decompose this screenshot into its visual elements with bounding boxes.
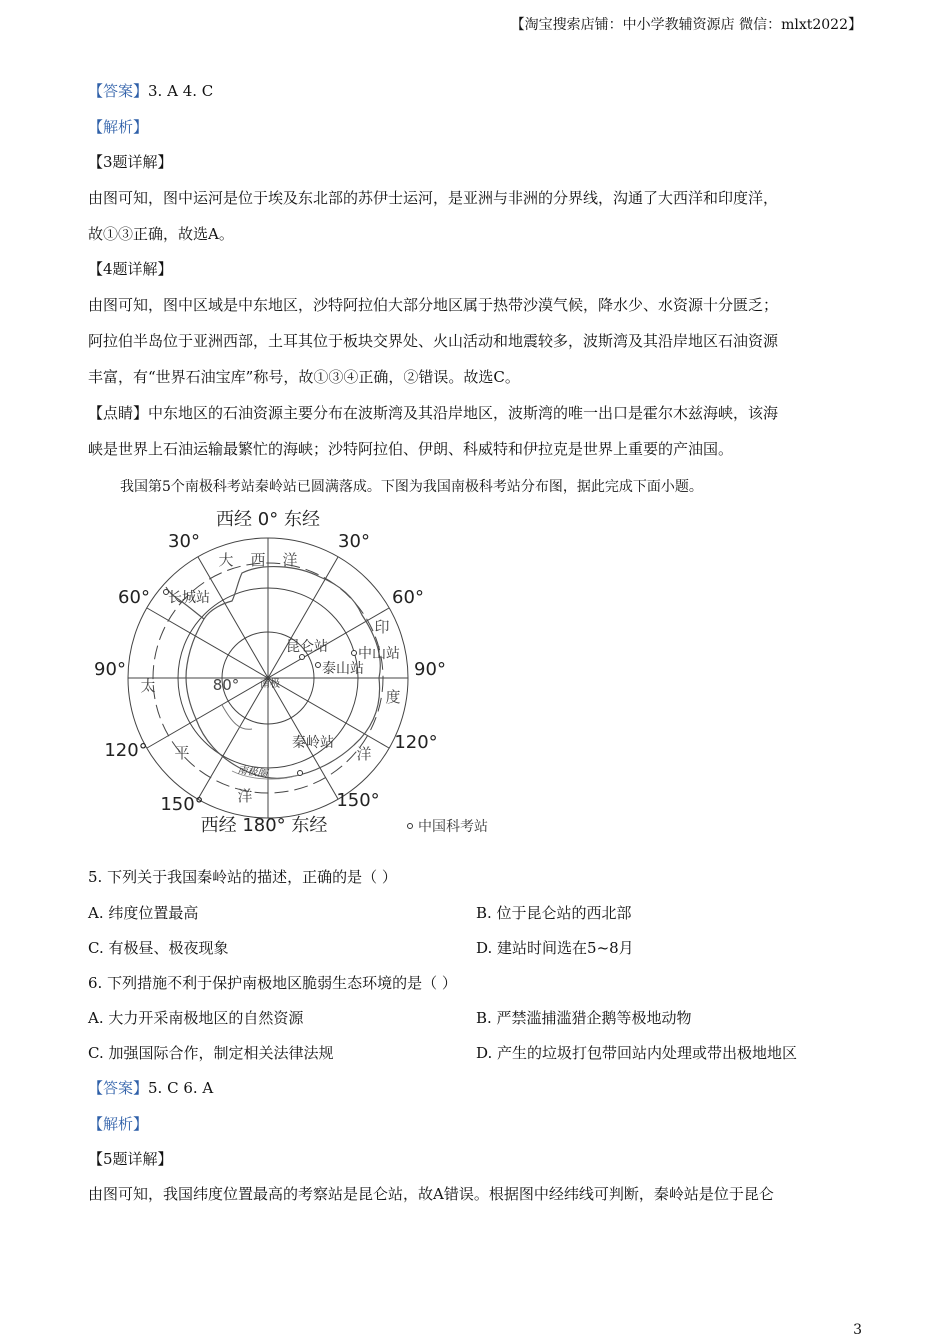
q5-option-d: D. 建站时间选在5~8月 (476, 939, 634, 957)
legend-label: 中国科考站 (418, 819, 488, 835)
analysis-tag-2: 【解析】 (88, 1115, 149, 1133)
point-line-2: 峡是世界上石油运输最繁忙的海峡；沙特阿拉伯、伊朗、科威特和伊拉克是世界上重要的产油国。 (88, 440, 734, 458)
q4-tag: 【4题详解】 (88, 260, 173, 278)
q5-option-a: A. 纬度位置最高 (88, 904, 199, 922)
ocean-indian-2: 度 (385, 688, 401, 706)
south-pole-label: 南极 (260, 679, 280, 690)
header-note: 【淘宝搜索店铺：中小学教辅资源店 微信：mlxt2022】 (510, 17, 862, 33)
legend-marker (408, 824, 413, 829)
q5-line-1: 由图可知，我国纬度位置最高的考察站是昆仑站，故A错误。根据图中经纬线可判断，秦岭站是位于昆仑 (88, 1185, 774, 1203)
top-longitude-label: 西经 0° 东经 (216, 509, 320, 530)
station-kunlun-label: 昆仑站 (286, 639, 328, 655)
antarctic-station-map (92, 505, 512, 845)
lon-120-right: 120° (394, 732, 438, 753)
ocean-pacific-2: 平 (174, 744, 190, 762)
q6-option-d: D. 产生的垃圾打包带回站内处理或带出极地地区 (476, 1044, 798, 1062)
station-qinling-marker (298, 771, 303, 776)
q3-line-2: 故①③正确，故选A。 (88, 225, 234, 243)
lon-150-left: 150° (160, 794, 204, 815)
ice-shelf (222, 705, 252, 729)
analysis-tag: 【解析】 (88, 118, 149, 136)
q3-tag: 【3题详解】 (88, 153, 173, 171)
station-taishan-marker (316, 663, 321, 668)
ocean-pacific-3: 洋 (237, 787, 253, 805)
station-taishan-label: 泰山站 (322, 661, 364, 677)
lon-90-right: 90° (414, 659, 446, 680)
answer-line-1 (88, 80, 213, 101)
q5-option-b: B. 位于昆仑站的西北部 (476, 904, 632, 922)
q6-option-a: A. 大力开采南极地区的自然资源 (88, 1009, 304, 1027)
question-intro: 我国第5个南极科考站秦岭站已圆满落成。下图为我国南极科考站分布图，据此完成下面小题。 (120, 479, 703, 495)
q6-option-c: C. 加强国际合作，制定相关法律法规 (88, 1044, 334, 1062)
lon-150-right: 150° (336, 790, 380, 811)
answer-text: 3. A 4. C (148, 82, 214, 100)
q4-line-3: 丰富，有“世界石油宝库”称号，故①③④正确，②错误。故选C。 (88, 368, 520, 386)
station-kunlun-marker (300, 655, 305, 660)
lon-90-left: 90° (94, 659, 126, 680)
lon-120-left: 120° (104, 740, 148, 761)
answer-text-2: 5. C 6. A (148, 1079, 214, 1097)
station-qinling-label: 秦岭站 (292, 735, 334, 751)
lon-30-right: 30° (338, 531, 370, 552)
q4-line-2: 阿拉伯半岛位于亚洲西部，土耳其位于板块交界处、火山活动和地震较多，波斯湾及其沿岸地区石油资源 (88, 332, 779, 350)
q6-stem: 6. 下列措施不利于保护南极地区脆弱生态环境的是（ ） (88, 974, 457, 992)
ocean-indian-3: 洋 (356, 745, 372, 763)
station-zhongshan-label: 中山站 (358, 646, 400, 662)
q3-line-1: 由图可知，图中运河是位于埃及东北部的苏伊士运河，是亚洲与非洲的分界线，沟通了大西洋和印度洋， (88, 189, 779, 207)
polar-circle-label: 南极圈 (236, 764, 268, 781)
ocean-atlantic-1: 大 (218, 551, 234, 569)
q5-option-c: C. 有极昼、极夜现象 (88, 939, 229, 957)
ocean-atlantic-2: 西 (250, 551, 266, 569)
ocean-atlantic-3: 洋 (282, 551, 298, 569)
station-changcheng-label: 长城站 (168, 590, 210, 606)
lon-60-right: 60° (392, 587, 424, 608)
lon-60-left: 60° (118, 587, 150, 608)
answer-tag: 【答案】 (88, 82, 149, 100)
q6-option-b: B. 严禁滥捕滥猎企鹅等极地动物 (476, 1009, 692, 1027)
answer-tag-2: 【答案】 (88, 1079, 149, 1097)
point-tag: 【点睛】 (88, 404, 149, 422)
ocean-indian-1: 印 (374, 618, 390, 636)
q5-tag: 【5题详解】 (88, 1150, 173, 1168)
point-text-1: 中东地区的石油资源主要分布在波斯湾及其沿岸地区，波斯湾的唯一出口是霍尔木兹海峡，该海 (148, 404, 779, 422)
q5-stem: 5. 下列关于我国秦岭站的描述，正确的是（ ） (88, 868, 397, 886)
page-number: 3 (853, 1322, 862, 1338)
q4-line-1: 由图可知，图中区域是中东地区，沙特阿拉伯大部分地区属于热带沙漠气候，降水少、水资源十分匮乏； (88, 296, 779, 314)
station-zhongshan-marker (352, 651, 357, 656)
lon-30-left: 30° (168, 531, 200, 552)
ocean-pacific-1: 太 (140, 677, 156, 695)
point-line-1 (88, 402, 778, 423)
lat-80-label: 80° (212, 676, 240, 694)
answer-line-2 (88, 1077, 213, 1098)
bottom-longitude-label: 西经 180° 东经 (200, 815, 328, 836)
